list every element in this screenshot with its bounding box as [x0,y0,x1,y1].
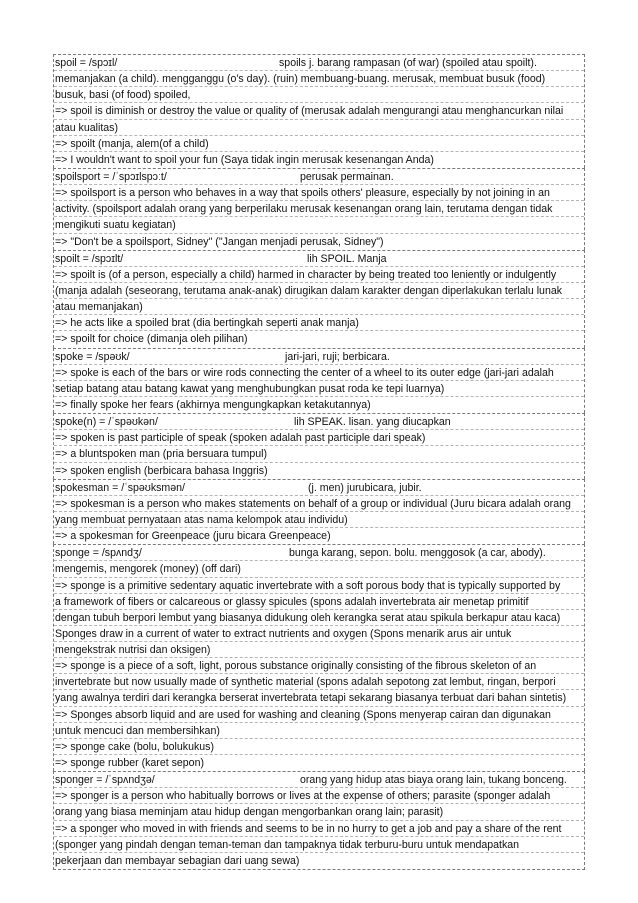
definition: jari-jari, ruji; berbicara. [285,350,390,363]
entry-sponger [53,771,585,870]
entry-spoilt [53,250,585,348]
entry-line: pekerjaan dan membayar sebagian dari uang sewa) [55,854,300,867]
headword: spoilt = /spɔɪlt/ [55,252,124,265]
entry-head [54,169,584,185]
definition: perusak permainan. [300,170,394,183]
headword: spoke = /spəʊk/ [55,350,130,363]
entry-line: => a sponger who moved in with friends and seems to be in no hurry to get a job and pay a share of the rent [54,821,584,837]
entry-line: setiap batang atau batang kawat yang menghubungkan pusat roda ke tepi luarnya) [54,381,584,397]
entry-line: (sponger yang pindah dengan teman-teman dan tampaknya tidak terburu-buru untuk mendapatkan [54,837,584,853]
headword: spoil = /spɔɪl/ [55,57,118,69]
entry-line: => Sponges absorb liquid and are used for washing and cleaning (Spons menyerap cairan dan digunakan [54,707,584,723]
entry-line: => sponge is a piece of a soft, light, porous substance originally consisting of the fibrous skeleton of an [54,658,584,674]
entry-line: a framework of fibers or calcareous or glassy spicules (spons adalah invertebrata air menetap primitif [54,594,584,610]
entry-head [54,545,584,561]
entry-line: invertebrate but now usually made of synthetic material (spons adalah sepotong zat lembut, ringan, berpori [54,674,584,690]
definition: (j. men) jurubicara, jubir. [308,481,422,494]
entry-line: => I wouldn't want to spoil your fun (Saya tidak ingin merusak kesenangan Anda) [55,153,434,166]
entry-line: => spoilt is (of a person, especially a child) harmed in character by being treated too leniently or indulgently [54,267,584,283]
entry-head [54,772,584,788]
entry-line: => spoken is past participle of speak (spoken adalah past participle dari speak) [54,430,584,446]
entry-line: => spoil is diminish or destroy the value or quality of (merusak adalah mengurangi atau menghancurkan nilai [54,103,584,119]
entry-head [54,349,584,365]
entry-line: yang membuat pernyataan atas nama kelompok atau individu) [54,512,584,528]
entry-head [54,251,584,267]
headword: spoilsport = /ˈspɔɪlspɔːt/ [55,170,167,183]
headword: sponger = /ˈspʌndʒə/ [55,774,155,787]
entry-line: mengekstrak nutrisi dan oksigen) [54,642,584,658]
entry-line: => spokesman is a person who makes statements on behalf of a group or individual (Juru bicara adalah orang [54,496,584,512]
entry-line: activity. (spoilsport adalah orang yang berperilaku merusak kesenangan orang lain, terutama dengan tidak [54,201,584,217]
entry-head [54,55,584,71]
entry-line: dengan tubuh berpori lembut yang biasanya didukung oleh kerangka serat atau spikula berkapur atau kaca) [54,610,584,626]
entry-spoken [53,413,585,479]
headword: spoke(n) = /ˈspəʊkən/ [55,416,158,429]
entry-line: => sponge cake (bolu, bolukukus) [54,739,584,755]
entry-line: => a spokesman for Greenpeace (juru bicara Greenpeace) [55,530,331,543]
entry-line: busuk, basi (of food) spoiled, [54,87,584,103]
definition: bunga karang, sepon. bolu. menggosok (a car, abody). [289,547,546,560]
entry-spokesman [53,479,585,545]
entry-line: (manja adalah (seseorang, terutama anak-anak) dirugikan dalam karakter dengan diperlakukan terlalu lunak [54,283,584,299]
entry-line: => sponge is a primitive sedentary aquatic invertebrate with a soft porous body that is typically supported by [54,578,584,594]
entry-line: => "Don't be a spoilsport, Sidney" ("Jangan menjadi perusak, Sidney") [55,235,384,248]
definition: lih SPOIL. Manja [307,252,387,265]
entry-line: => spoilt for choice (dimanja oleh pilihan) [55,333,248,346]
definition: spoils j. barang rampasan (of war) (spoiled atau spoilt). [279,57,537,69]
entry-line: orang yang biasa meminjam atau hidup dengan mengorbankan orang lain; parasit) [54,804,584,820]
entry-line: mengemis, mengorek (money) (off dari) [54,561,584,577]
entry-spoke [53,348,585,414]
entry-line: => finally spoke her fears (akhirnya mengungkapkan ketakutannya) [55,398,371,411]
entry-head [54,414,584,430]
entry-line: => spoilt (manja, alem(of a child) [54,136,584,152]
entry-line: => a bluntspoken man (pria bersuara tumpul) [54,446,584,462]
entry-sponge [53,544,585,771]
entry-head [54,480,584,496]
entry-line: atau memanjakan) [54,299,584,315]
dictionary-page [53,54,585,870]
entry-line: untuk mencuci dan membersihkan) [54,723,584,739]
entry-line: atau kualitas) [54,120,584,136]
definition: orang yang hidup atas biaya orang lain, tukang bonceng. [300,774,567,787]
entry-line: Sponges draw in a current of water to extract nutrients and oxygen (Spons menarik arus air untuk [54,626,584,642]
entry-spoilsport [53,168,585,250]
entry-line: => spoilsport is a person who behaves in a way that spoils others' pleasure, especially by not joining in an [54,185,584,201]
entry-line: mengikuti suatu kegiatan) [54,217,584,233]
entry-line: => spoke is each of the bars or wire rods connecting the center of a wheel to its outer edge (jari-jari adalah [54,365,584,381]
entry-line: yang awalnya terdiri dari kerangka berserat invertebrata tetapi sekarang biasanya terbuat dari bahan sintetis) [54,690,584,706]
entry-line: => spoken english (berbicara bahasa Inggris) [55,464,268,477]
entry-line: memanjakan (a child). mengganggu (o's day). (ruin) membuang-buang. merusak, membuat busuk (food) [54,71,584,87]
entry-line: => sponge rubber (karet sepon) [55,757,204,770]
headword: spokesman = /ˈspəʊksmən/ [55,481,185,494]
definition: lih SPEAK. lisan. yang diucapkan [294,416,451,429]
entry-spoil [53,54,585,168]
entry-line: => he acts like a spoiled brat (dia bertingkah seperti anak manja) [54,315,584,331]
headword: sponge = /spʌndʒ/ [55,547,142,560]
entry-line: => sponger is a person who habitually borrows or lives at the expense of others; parasite (sponger adalah [54,788,584,804]
